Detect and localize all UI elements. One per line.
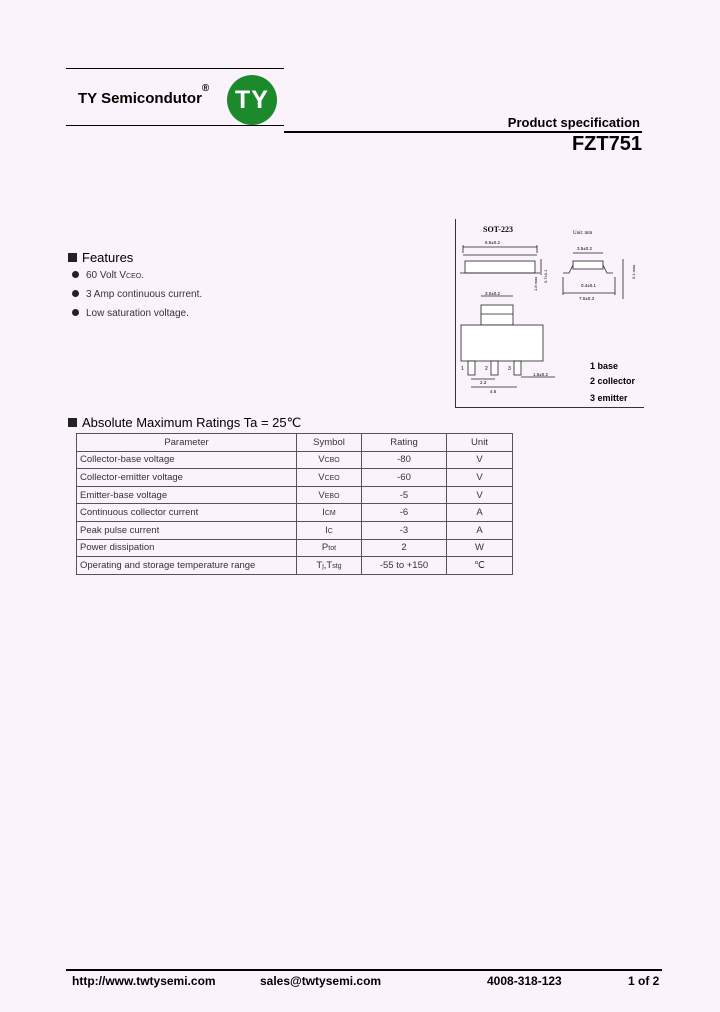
unit-cell: W [447, 539, 513, 557]
square-bullet-icon [68, 253, 77, 262]
unit-cell: A [447, 504, 513, 522]
dim-label: 0.1 max [631, 264, 636, 279]
feature-item: 3 Amp continuous current. [72, 289, 202, 300]
brand-name: TY Semicondutor® [78, 83, 210, 107]
header-rule-short [66, 125, 284, 126]
ratings-heading: Absolute Maximum Ratings Ta = 25℃ [68, 415, 301, 431]
parameter-cell: Collector-base voltage [77, 451, 297, 469]
product-specification-label: Product specification [507, 115, 640, 130]
rating-cell: -6 [362, 504, 447, 522]
dim-label: 3.0±0.2 [485, 291, 500, 296]
unit-cell: V [447, 469, 513, 487]
column-header: Symbol [297, 434, 362, 452]
symbol-cell: VCBO [297, 451, 362, 469]
website-link[interactable]: http://www.twtysemi.com [72, 974, 216, 988]
features-heading: Features [68, 250, 133, 265]
parameter-cell: Emitter-base voltage [77, 486, 297, 504]
feature-item: Low saturation voltage. [72, 308, 189, 319]
unit-cell: ℃ [447, 557, 513, 575]
column-header: Rating [362, 434, 447, 452]
unit-label: Unit: mm [573, 231, 593, 236]
dim-label: 2.3 [480, 380, 487, 385]
square-bullet-icon [68, 418, 77, 427]
part-number: FZT751 [571, 133, 642, 155]
rating-cell: -80 [362, 451, 447, 469]
header-rule-top [66, 68, 284, 69]
unit-cell: V [447, 451, 513, 469]
pin-number: 3 [508, 366, 511, 372]
round-bullet-icon [72, 290, 79, 297]
column-header: Parameter [77, 434, 297, 452]
symbol-cell: ICM [297, 504, 362, 522]
symbol-cell: VEBO [297, 486, 362, 504]
dim-label: 6.5±0.2 [485, 240, 500, 245]
pin-label: 1 base [590, 361, 619, 371]
dim-label: 4.6 [490, 389, 497, 394]
table-row [77, 521, 513, 539]
table-row [77, 557, 513, 575]
phone-number: 4008-318-123 [487, 974, 562, 988]
pin-label: 3 emitter [590, 393, 628, 403]
rating-cell: -60 [362, 469, 447, 487]
unit-cell: V [447, 486, 513, 504]
table-row [77, 451, 513, 469]
table-row [77, 504, 513, 522]
feature-item: 60 Volt VCEO. [72, 270, 144, 281]
pin-number: 1 [461, 366, 464, 372]
dim-label: 3.5±0.2 [577, 246, 592, 251]
pin-label: 2 collector [590, 376, 636, 386]
dim-label: 0.4±0.1 [581, 283, 596, 288]
symbol-cell: VCEO [297, 469, 362, 487]
rating-cell: -5 [362, 486, 447, 504]
rating-cell: -3 [362, 521, 447, 539]
table-row [77, 486, 513, 504]
rating-cell: -55 to +150 [362, 557, 447, 575]
rating-cell: 2 [362, 539, 447, 557]
parameter-cell: Continuous collector current [77, 504, 297, 522]
ratings-table [76, 433, 513, 575]
dim-label: 1.8 max [533, 276, 538, 291]
dim-label: 0.7±0.1 [543, 269, 548, 283]
email-link[interactable]: sales@twtysemi.com [260, 974, 382, 988]
footer-rule [66, 969, 662, 971]
dim-label: 7.0±0.3 [579, 296, 594, 301]
dim-label: 1.6±0.2 [533, 372, 548, 377]
table-row [77, 469, 513, 487]
column-header: Unit [447, 434, 513, 452]
table-row [77, 539, 513, 557]
unit-cell: A [447, 521, 513, 539]
table-header-row [77, 434, 513, 452]
symbol-cell: Ptot [297, 539, 362, 557]
parameter-cell: Power dissipation [77, 539, 297, 557]
symbol-cell: IC [297, 521, 362, 539]
ty-logo: TY [227, 75, 277, 125]
round-bullet-icon [72, 309, 79, 316]
parameter-cell: Collector-emitter voltage [77, 469, 297, 487]
parameter-cell: Peak pulse current [77, 521, 297, 539]
round-bullet-icon [72, 271, 79, 278]
pin-number: 2 [485, 366, 488, 372]
page-number: 1 of 2 [628, 974, 660, 988]
parameter-cell: Operating and storage temperature range [77, 557, 297, 575]
symbol-cell: Tj,Tstg [297, 557, 362, 575]
package-name: SOT-223 [483, 225, 513, 234]
